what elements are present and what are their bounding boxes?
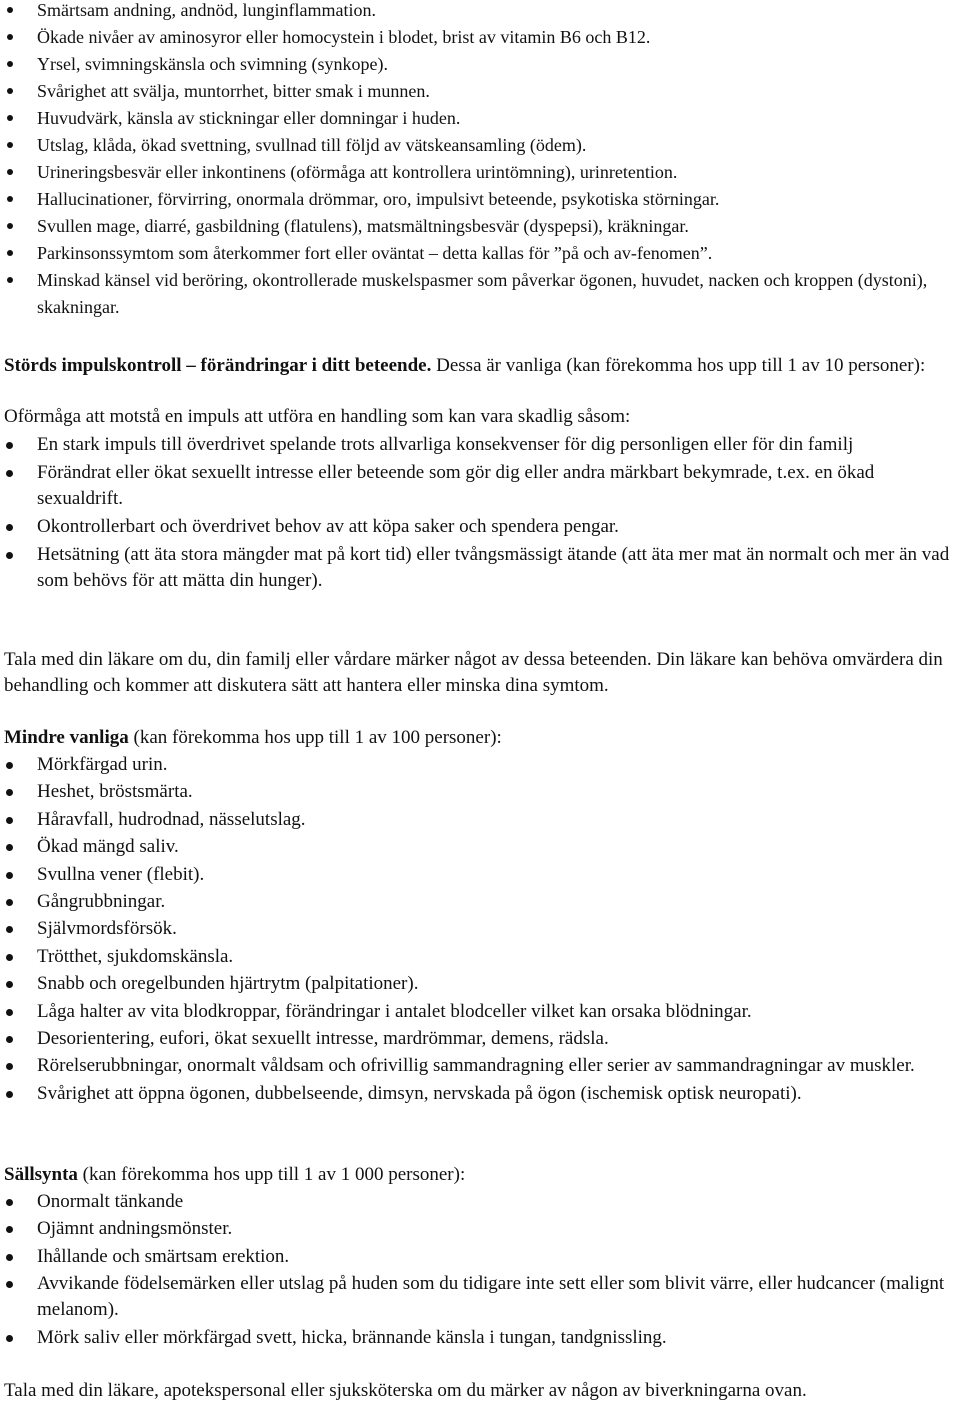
list-item <box>0 862 950 888</box>
bullet-icon <box>6 1226 13 1233</box>
list-item-text: Trötthet, sjukdomskänsla. <box>37 945 234 967</box>
list-item <box>0 542 950 594</box>
list-item-text: Okontrollerbart och överdrivet behov av att köpa saker och spendera pengar. <box>37 516 619 537</box>
list-item <box>0 807 950 833</box>
list-item <box>0 1053 950 1079</box>
impulse-list <box>0 432 950 596</box>
impulse-intro: Oförmåga att motstå en impuls att utföra en handling som kan vara skadlig såsom: <box>4 406 631 427</box>
list-item-text: Smärtsam andning, andnöd, lunginflammation. <box>37 0 376 20</box>
bullet-icon <box>6 1199 13 1206</box>
list-item-text: En stark impuls till överdrivet spelande trots allvarliga konsekvenser för dig personligen eller för din familj <box>37 434 854 455</box>
bullet-icon <box>7 88 13 94</box>
list-item-text: Hetsätning (att äta stora mängder mat på kort tid) eller tvångsmässigt ätande (att äta mer mat än normalt och mer än vad som behövs för att mätta din hunger). <box>37 544 950 591</box>
list-item-text: Desorientering, eufori, ökat sexuellt intresse, mardrömmar, demens, rädsla. <box>37 1027 609 1049</box>
list-item-text: Svullna vener (flebit). <box>37 863 205 885</box>
rare-heading: Sällsynta <box>4 1164 78 1185</box>
list-item <box>0 267 960 321</box>
bullet-icon <box>6 552 13 559</box>
list-item <box>0 460 950 512</box>
list-item-text: Hallucinationer, förvirring, onormala drömmar, oro, impulsivt beteende, psykotiska störningar. <box>37 189 720 209</box>
bullet-icon <box>7 142 13 148</box>
uncommon-heading: Mindre vanliga <box>4 727 129 748</box>
list-item <box>0 779 950 805</box>
list-item <box>0 0 960 24</box>
list-item-text: Onormalt tänkande <box>37 1191 184 1212</box>
bullet-icon <box>6 1281 13 1288</box>
list-item-text: Förändrat eller ökat sexuellt intresse eller beteende som gör dig eller andra märkbart bekymrade, t.ex. en ökad sexualdrift. <box>37 462 875 509</box>
list-item <box>0 1325 950 1351</box>
list-item <box>0 132 960 159</box>
list-item <box>0 432 950 458</box>
bullet-icon <box>6 981 13 988</box>
list-item <box>0 944 950 970</box>
list-item <box>0 1216 950 1242</box>
bullet-icon <box>7 169 13 175</box>
list-item <box>0 971 950 997</box>
bullet-icon <box>7 277 13 283</box>
list-item <box>0 240 960 267</box>
list-item-text: Utslag, klåda, ökad svettning, svullnad till följd av vätskeansamling (ödem). <box>37 135 587 155</box>
bullet-icon <box>6 844 13 851</box>
list-item-text: Avvikande födelsemärken eller utslag på huden som du tidigare inte sett eller som blivit värre, eller hudcancer (malignt melanom). <box>37 1273 945 1321</box>
list-item <box>0 105 960 132</box>
list-item <box>0 24 960 51</box>
list-item-text: Ökade nivåer av aminosyror eller homocystein i blodet, brist av vitamin B6 och B12. <box>37 27 651 47</box>
impulse-frequency: Dessa är vanliga (kan förekomma hos upp till 1 av 10 personer): <box>431 355 926 376</box>
rare-heading-paragraph <box>4 1162 954 1188</box>
bullet-icon <box>6 1063 13 1070</box>
bullet-icon <box>7 196 13 202</box>
list-item <box>0 1271 950 1323</box>
list-item <box>0 1026 950 1052</box>
list-item-text: Yrsel, svimningskänsla och svimning (synkope). <box>37 54 388 74</box>
list-item <box>0 1081 950 1107</box>
list-item-text: Parkinsonssymtom som återkommer fort eller oväntat – detta kallas för ”på och av-fenomen”. <box>37 243 713 263</box>
list-item-text: Håravfall, hudrodnad, nässelutslag. <box>37 808 306 830</box>
uncommon-heading-paragraph <box>4 725 954 751</box>
bullet-icon <box>6 1335 13 1342</box>
bullet-icon <box>6 524 13 531</box>
list-item-text: Ojämnt andningsmönster. <box>37 1218 233 1240</box>
list-item <box>0 916 950 942</box>
bullet-icon <box>6 1036 13 1043</box>
list-item-text: Minskad känsel vid beröring, okontrollerade muskelspasmer som påverkar ögonen, huvudet, nacken och kroppen (dystoni), skakningar. <box>37 270 928 317</box>
bullet-icon <box>6 926 13 933</box>
list-item <box>0 889 950 915</box>
bullet-icon <box>6 817 13 824</box>
list-item <box>0 1244 950 1270</box>
list-item <box>0 213 960 240</box>
bullet-icon <box>7 34 13 40</box>
bullet-icon <box>7 7 13 13</box>
list-item <box>0 514 950 540</box>
bullet-icon <box>7 61 13 67</box>
bullet-icon <box>7 115 13 121</box>
bullet-icon <box>6 1009 13 1016</box>
list-item-text: Huvudvärk, känsla av stickningar eller domningar i huden. <box>37 108 461 128</box>
list-item <box>0 51 960 78</box>
list-item-text: Urineringsbesvär eller inkontinens (oförmåga att kontrollera urintömning), urinretention. <box>37 162 678 182</box>
uncommon-frequency: (kan förekomma hos upp till 1 av 100 personer): <box>128 727 502 748</box>
list-item-text: Mörk saliv eller mörkfärgad svett, hicka, brännande känsla i tungan, tandgnissling. <box>37 1326 667 1348</box>
list-item-text: Mörkfärgad urin. <box>37 754 168 775</box>
bullet-icon <box>6 789 13 796</box>
bullet-icon <box>6 954 13 961</box>
bullet-icon <box>6 1091 13 1098</box>
bullet-icon <box>7 250 13 256</box>
bullet-icon <box>6 899 13 906</box>
final-advice: Tala med din läkare, apotekspersonal eller sjuksköterska om du märker av någon av biverkningarna ovan. <box>4 1380 807 1401</box>
impulse-control-heading: Störds impulskontroll – förändringar i ditt beteende. <box>4 355 432 376</box>
bullet-icon <box>6 1254 13 1261</box>
rare-list <box>0 1189 950 1352</box>
impulse-advice: Tala med din läkare om du, din familj eller vårdare märker något av dessa beteenden. Din läkare kan behöva omvärdera din behandling och kommer att diskutera sätt att hantera eller minska dina symtom. <box>4 649 943 696</box>
list-item-text: Gångrubbningar. <box>37 890 166 912</box>
list-item-text: Snabb och oregelbunden hjärtrytm (palpitationer). <box>37 973 419 995</box>
list-item <box>0 159 960 186</box>
list-item <box>0 752 950 778</box>
list-item-text: Svårighet att öppna ögonen, dubbelseende, dimsyn, nervskada på ögon (ischemisk optisk neuropati). <box>37 1082 802 1104</box>
side-effects-list-continued <box>0 0 960 321</box>
bullet-icon <box>7 223 13 229</box>
list-item-text: Svårighet att svälja, muntorrhet, bitter smak i munnen. <box>37 81 430 101</box>
bullet-icon <box>6 442 13 449</box>
rare-frequency: (kan förekomma hos upp till 1 av 1 000 personer): <box>77 1164 466 1185</box>
list-item-text: Låga halter av vita blodkroppar, förändringar i antalet blodceller vilket kan orsaka blödningar. <box>37 1000 752 1022</box>
list-item <box>0 186 960 213</box>
list-item-text: Ökad mängd saliv. <box>37 836 179 858</box>
list-item-text: Självmordsförsök. <box>37 918 177 940</box>
list-item <box>0 834 950 860</box>
list-item-text: Ihållande och smärtsam erektion. <box>37 1245 290 1267</box>
bullet-icon <box>6 872 13 879</box>
list-item <box>0 1189 950 1215</box>
list-item-text: Heshet, bröstsmärta. <box>37 781 193 803</box>
list-item <box>0 999 950 1025</box>
list-item-text: Svullen mage, diarré, gasbildning (flatulens), matsmältningsbesvär (dyspepsi), kräkningar. <box>37 216 689 236</box>
bullet-icon <box>6 762 13 769</box>
impulse-control-heading-paragraph <box>4 353 954 379</box>
bullet-icon <box>6 470 13 477</box>
list-item <box>0 78 960 105</box>
uncommon-list <box>0 752 950 1108</box>
list-item-text: Rörelserubbningar, onormalt våldsam och ofrivillig sammandragning eller serier av sammandragningar av muskler. <box>37 1055 915 1077</box>
